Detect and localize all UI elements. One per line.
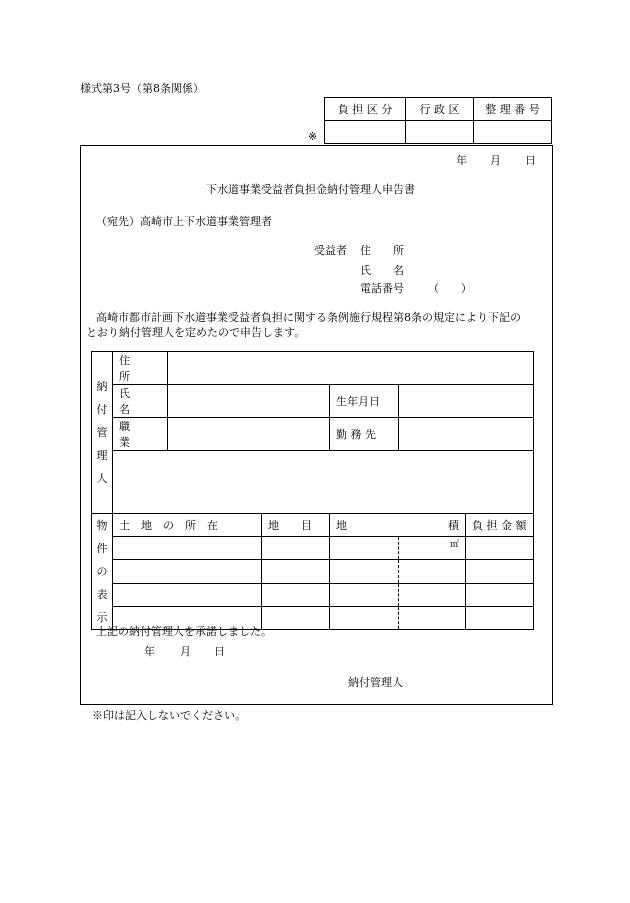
charge-cell[interactable] [466,537,534,560]
header-charge-class: 負 担 区 分 [325,98,406,121]
date-month: 月 [490,154,501,167]
office-mark: ※ [308,130,318,143]
area-dec-cell[interactable] [398,606,466,629]
landtype-header: 地 目 [262,514,330,537]
body-line-1: 高崎市都市計画下水道事業受益者負担に関する条例施行規程第8条の規定により下記の [96,311,521,324]
agent-side-label: 納 付 管 理 人 [92,352,113,514]
agent-name-field[interactable] [168,385,330,418]
charge-class-cell[interactable] [325,121,406,144]
charge-cell[interactable] [466,606,534,629]
agent-signature-label: 納付管理人 [348,676,403,689]
applicant-name-label: 氏 名 [360,264,404,277]
area-int-cell[interactable] [330,606,399,629]
agent-name-label: 氏 名 [113,385,168,418]
agent-blank-area[interactable] [113,451,534,514]
applicant-phone-label: 電話番号 [360,282,404,295]
date-day: 日 [525,154,536,167]
applicant-role: 受益者 [314,244,347,257]
office-use-table [324,97,552,144]
date-year: 年 [456,154,467,167]
area-int-cell[interactable] [330,560,399,583]
form-id: 様式第3号（第8条関係） [80,82,204,95]
charge-header: 負 担 金 額 [466,514,534,537]
addressee: （宛先）高崎市上下水道事業管理者 [96,215,272,228]
charge-cell[interactable] [466,583,534,606]
landtype-cell[interactable] [262,583,330,606]
location-header: 土 地 の 所 在 [113,514,262,537]
area-dec-cell[interactable] [398,583,466,606]
header-admin-ward: 行 政 区 [406,98,474,121]
location-cell[interactable] [113,560,262,583]
area-int-cell[interactable] [330,583,399,606]
accept-date-year: 年 [144,645,155,658]
agent-job-field[interactable] [168,418,330,451]
admin-ward-cell[interactable] [406,121,474,144]
agent-birth-field[interactable] [398,385,534,418]
details-table [91,351,534,630]
area-int-cell[interactable] [330,537,399,560]
agent-birth-label: 生年月日 [330,385,399,418]
agent-address-field[interactable] [168,352,534,385]
property-side-label: 物 件 の 表 示 [92,514,113,630]
area-unit-cell: ㎡ [398,537,466,560]
agent-address-label: 住 所 [113,352,168,385]
agent-workplace-field[interactable] [398,418,534,451]
footnote: ※印は記入しないでください。 [92,709,246,722]
location-cell[interactable] [113,583,262,606]
accept-date-day: 日 [214,645,225,658]
landtype-cell[interactable] [262,560,330,583]
applicant-phone-paren: （ ） [428,282,472,295]
body-line-2: とおり納付管理人を定めたので申告します。 [86,326,306,339]
agent-job-label: 職 業 [113,418,168,451]
charge-cell[interactable] [466,560,534,583]
landtype-cell[interactable] [262,537,330,560]
applicant-address-label: 住 所 [360,244,404,257]
location-cell[interactable] [113,537,262,560]
form-title: 下水道事業受益者負担金納付管理人申告書 [206,183,415,196]
agent-workplace-label: 勤 務 先 [330,418,399,451]
area-dec-cell[interactable] [398,560,466,583]
ref-number-cell[interactable] [474,121,552,144]
acceptance-text: 上記の納付管理人を承諾しました。 [96,625,272,638]
accept-date-month: 月 [180,645,191,658]
header-ref-number: 整 理 番 号 [474,98,552,121]
area-header: 地 積 [330,514,466,537]
